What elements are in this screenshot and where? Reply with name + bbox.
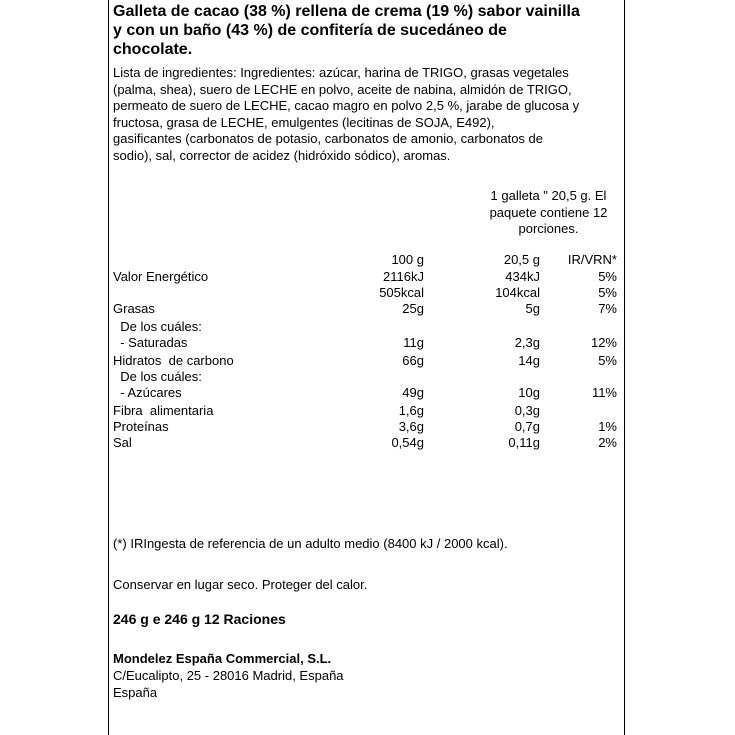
- product-title-line: y con un baño (43 %) de confitería de sucedáneo de: [113, 22, 507, 39]
- serving-note-line: paquete contiene 12: [489, 204, 608, 220]
- product-title: [113, 2, 628, 59]
- nutrient-label: Sal: [113, 435, 132, 450]
- header-per-100g: 100 g: [391, 252, 424, 267]
- nutrition-row: [113, 385, 623, 403]
- company-address: C/Eucalipto, 25 - 28016 Madrid, España: [113, 668, 344, 683]
- net-weight: 246 g e 246 g 12 Raciones: [113, 611, 286, 627]
- value-ir: 11%: [591, 385, 617, 400]
- value-per-100g: 0,54g: [391, 435, 424, 450]
- value-per-100g: 1,6g: [398, 403, 424, 418]
- value-per-100g: 505kcal: [379, 285, 424, 300]
- value-ir: 7%: [598, 301, 617, 316]
- ingredients-line: (palma, shea), suero de LECHE en polvo, aceite de nabina, almidón de TRIGO,: [113, 81, 572, 97]
- serving-note-line: porciones.: [518, 221, 579, 236]
- nutrient-label: De los cuáles:: [113, 319, 202, 334]
- nutrition-row: [113, 269, 623, 285]
- nutrient-label: Proteínas: [113, 419, 169, 434]
- nutrient-label: Fibra alimentaria: [113, 403, 214, 418]
- nutrient-label: Valor Energético: [113, 269, 209, 284]
- ingredients-list: [113, 65, 618, 164]
- value-per-serving: 0,11g: [508, 435, 540, 450]
- company-name: Mondelez España Commercial, S.L.: [113, 651, 332, 666]
- value-per-serving: 104kcal: [495, 285, 540, 300]
- ingredients-line: gasificantes (carbonatos de potasio, carbonatos de amonio, carbonatos de: [113, 131, 543, 146]
- value-ir: 5%: [598, 285, 617, 300]
- nutrient-label: - Saturadas: [113, 335, 188, 350]
- value-ir: 5%: [598, 353, 617, 368]
- nutrient-label: Grasas: [113, 301, 155, 316]
- product-title-line: Galleta de cacao (38 %) rellena de crema (19 %) sabor vainilla: [113, 3, 580, 20]
- value-per-serving: 0,7g: [514, 419, 540, 434]
- storage-instructions: Conservar en lugar seco. Proteger del calor.: [113, 577, 368, 592]
- value-per-100g: 11g: [403, 335, 424, 350]
- company-country: España: [113, 685, 158, 700]
- product-title-line: chocolate.: [113, 41, 193, 58]
- value-ir: 2%: [598, 435, 617, 450]
- ingredients-line: permeato de suero de LECHE, cacao magro en polvo 2,5 %, jarabe de glucosa y: [113, 98, 580, 113]
- header-ir: IR/VRN*: [567, 252, 617, 267]
- value-per-serving: 434kJ: [505, 269, 540, 284]
- nutrition-row: [113, 419, 623, 435]
- value-per-100g: 66g: [402, 353, 424, 368]
- nutrition-row: [113, 285, 623, 301]
- value-per-serving: 14g: [518, 353, 540, 368]
- value-ir: 12%: [590, 335, 617, 350]
- value-per-serving: 2,3g: [514, 335, 540, 350]
- header-per-serving: 20,5 g: [503, 252, 540, 267]
- value-per-100g: 3,6g: [398, 419, 424, 434]
- footnote: (*) IRIngesta de referencia de un adulto medio (8400 kJ / 2000 kcal).: [113, 536, 508, 551]
- ingredients-line: Lista de ingredientes: Ingredientes: azúcar, harina de TRIGO, grasas vegetales: [113, 65, 569, 80]
- nutrition-row: [113, 435, 623, 451]
- nutrition-row: [113, 301, 623, 319]
- value-ir: 5%: [598, 269, 617, 284]
- value-per-100g: 49g: [402, 385, 424, 400]
- nutrition-row: [113, 335, 623, 353]
- nutrition-row: [113, 403, 623, 419]
- nutrition-row: [113, 369, 623, 385]
- value-ir: 1%: [598, 419, 617, 434]
- serving-note: [476, 188, 621, 238]
- ingredients-line: fructosa, grasa de LECHE, emulgentes (lecitinas de SOJA, E492),: [113, 114, 495, 130]
- value-per-100g: 2116kJ: [383, 269, 424, 284]
- nutrient-label: De los cuáles:: [113, 369, 202, 384]
- nutrition-row: [113, 319, 623, 335]
- value-per-serving: 5g: [525, 301, 540, 316]
- nutrition-row: [113, 353, 623, 369]
- value-per-100g: 25g: [402, 301, 424, 316]
- serving-note-line: 1 galleta " 20,5 g. El: [490, 188, 607, 203]
- company-info: [113, 650, 344, 701]
- ingredients-line: sodio), sal, corrector de acidez (hidróxido sódico), aromas.: [113, 147, 451, 163]
- nutrient-label: - Azúcares: [113, 385, 182, 400]
- nutrient-label: Hidratos de carbono: [113, 353, 234, 368]
- value-per-serving: 0,3g: [514, 403, 540, 418]
- nutrition-table: [113, 252, 623, 451]
- nutrition-header-row: [113, 252, 623, 268]
- value-per-serving: 10g: [518, 385, 540, 400]
